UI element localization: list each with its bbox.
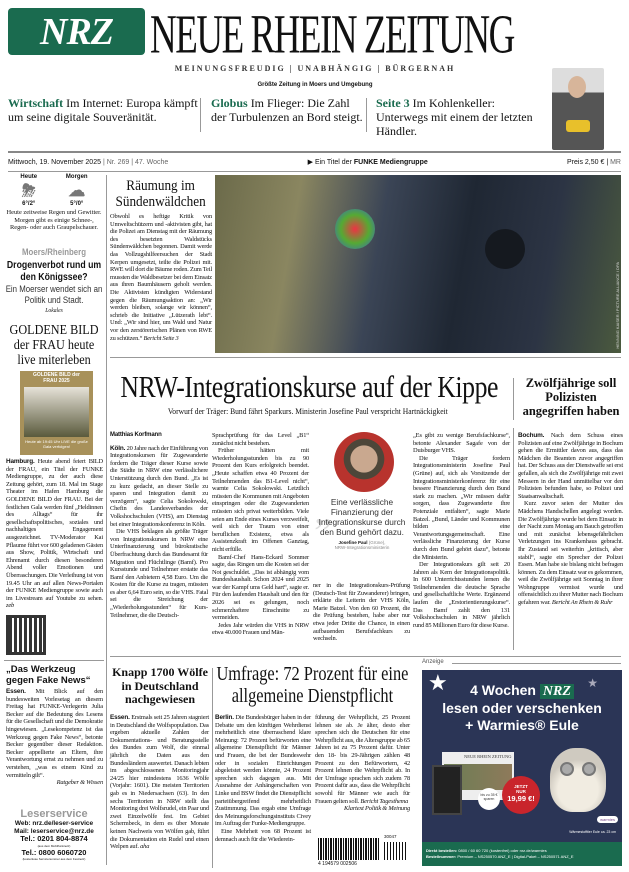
- phone-1-note: (aus dem Mobilfunknetz): [37, 843, 71, 848]
- main-col-4: [413, 432, 510, 629]
- number-text: Premium – NS250570 ANZ_E | Digital-Paket – NS250571 ANZ_E: [457, 854, 574, 859]
- author: zeb: [6, 602, 15, 610]
- wolves-article: [110, 714, 209, 851]
- main-col-3: [313, 582, 410, 643]
- number-label: Bestellnummer:: [426, 854, 457, 859]
- teaser-section: Wirtschaft: [8, 96, 64, 110]
- fake-news-text: Mit Blick auf den bundesweiten Vorlesetag an diesem Freitag hat FUNKE-Verlegerin Julia Becker auf die Bedeutung des Lesens für die Gesellschaft und die Demokratie hingewiesen. „Lesekompetenz ist das Werkzeug gegen Fake News“, betonte Becker gegenüber dieser Redaktion. Becker appellierte an Eltern, ihre Verantwortung ernst zu nehmen und zu verstehen, „was es einem Kind zu vermitteln gilt“.: [6, 688, 104, 779]
- survey-ref-2: Klartext Politik & Meinung: [344, 805, 410, 813]
- paragraph: Der Integrationskurs gilt seit 20 Jahren als Kern der Integrationspolitik. In 600 Unterrichtsstunden lernen die Teilnehmenden die deutsche Sprache und gesellschaftliche Werte. Ergänzend laufen die „Erstorientierungskurse“. Das Bamf zahlt den 131 Volkshochschulen in NRW jährlich rund 85 Millionen Euro für diese Kurse.: [413, 561, 510, 629]
- weather-tomorrow: [66, 174, 88, 208]
- bild-headline[interactable]: GOLDENE BILD der FRAU heute live miterleben: [9, 323, 99, 368]
- qr-code[interactable]: [9, 618, 43, 652]
- dateline-location: Essen.: [6, 688, 26, 695]
- publisher-prefix: Ein Titel der: [314, 159, 352, 166]
- order-footer: [422, 842, 622, 866]
- warmies-logo: warmies: [597, 816, 618, 823]
- side-article: [518, 432, 623, 607]
- logo-text: NRZ: [40, 10, 113, 53]
- thunderstorm-icon: ⛈: [21, 181, 36, 200]
- main-subhead: Vorwurf der Träger: Bund fährt Sparkurs. Ministerin Josefine Paul verspricht Hartnäckigkeit: [167, 406, 448, 416]
- paragraph: Jedes Jahr würden die VHS in NRW etwa 40.000 Frauen und Män-: [212, 621, 309, 637]
- mockup-title: NEUE RHEIN ZEITUNG: [464, 754, 512, 759]
- dateline-location: Köln.: [110, 444, 126, 452]
- paragraph: Die VHS beklagen als größte Träger von Integrationskursen in NRW eine Unterfinanzierung und bürokratische Überfrachtung durch das Bundesamt für Migration und Flüchtlinge (Bamf). Pro Kursstunde und Teilnehmer erstatte das Bamf den Anbietern 4,58 Euro. Um die Kosten für die Kurse zu tragen, müssten es aber 6,64 Euro sein, so die VHS. Fatal sei die Streichung der „Wiederholungsstunden“ für Kurs-Teilnehmer, die die Deutsch-: [110, 528, 208, 619]
- fake-news-article: [6, 688, 103, 787]
- local-teaser-text: Ein Moerser wendet sich an Politik und Stadt.: [5, 284, 103, 305]
- teaser-wirtschaft[interactable]: [8, 96, 198, 124]
- subscription-ad[interactable]: [422, 670, 622, 866]
- local-headline: Drogenverbot rund um den Königssee?: [6, 260, 102, 283]
- savings-badge: bis zu 35 € sparen: [478, 788, 500, 810]
- promo-caption: Heute ab 19:45 Uhr LIVE die große Gala verfolgen!: [25, 439, 88, 449]
- barcode-number: 4 194579 002506: [318, 861, 357, 867]
- issue-date: Mittwoch, 19. November 2025: [8, 158, 101, 166]
- weather-text: Heute zeitweise Regen und Gewitter. Morgen gibt es einige Schnee-, Regen- oder auch Graupelschauer.: [6, 209, 102, 232]
- teaser-text: Im Kohlenkeller: Unterwegs mit einem der letzten Händler.: [376, 96, 533, 138]
- order-text[interactable]: 0800 / 60 60 720 (kostenfrei) oder nrz.de/warmies: [458, 848, 547, 853]
- tagline: MEINUNGSFREUDIG | UNABHÄNGIG | BÜRGERNAH: [174, 64, 456, 73]
- quote-box: [312, 487, 412, 550]
- star-icon: ★: [428, 670, 448, 695]
- survey-col-2: [315, 714, 410, 813]
- publisher-name: FUNKE Mediengruppe: [353, 159, 428, 166]
- survey-col-1: [215, 714, 311, 843]
- paragraph: führung der Wehrpflicht, 25 Prozent lehnen sie ab. Je älter, desto eher sprechen sich die Deutschen für eine Wehrpflicht aus, die Altersgruppe ab 65 Jahren ist zu 75 Prozent dafür. Unter den 18- bis 29-Jährigen zählen 48 Prozent zu den Befürwortern, 42 Prozent lehnen die Wehrpflicht ab. In der Umfrage sprachen sich zudem 78 Prozent dafür aus, dass die Wehrpflicht sowohl für Männer wie auch für Frauen gelten soll.: [315, 714, 410, 805]
- presenter-photo: [24, 387, 89, 437]
- teaser-globus[interactable]: [211, 96, 363, 124]
- author: Matthias Korfmann: [110, 432, 162, 438]
- issue-number: | Nr. 269 | 47. Woche: [102, 158, 169, 166]
- paragraph: Bamf-Chef Hans-Eckard Sommer sagte, das Ringen um die Kosten sei der Not geschuldet. „Das ist abhängig vom Bundeshaushalt. Schon 2024 und 2025 war der Kampf ums Geld hart“, sagte er. Für den laufenden Haushalt und den für 2026 sei es gelungen, noch schmerzhaftere Einschnitte zu vermeiden.: [212, 553, 309, 622]
- today-label: Heute: [20, 174, 38, 180]
- weather-today: [20, 174, 37, 208]
- paragraph: 20 Jahre nach der Einführung von Integrationskursen für Zugewanderte fordern die Träger dieser Kurse sowie die Städte in NRW eine verlässlichere Unterstützung durch den Bund. „Es ist zu kurz gedacht, an dieser Stelle zu sparen und Integration damit zu verzögern“, sagte Celia Sokolowski, Chefin des Landesverbandes der Volkshochschulen (VHS), am Dienstag bei einer Integrationskonferenz in Köln.: [110, 444, 209, 528]
- snow-rain-icon: ☁: [68, 181, 86, 200]
- teaser-seite3[interactable]: [376, 96, 548, 138]
- paragraph: Die Träger fordern Integrationsministerin Josefine Paul (Grüne) auf, sich als Vorsitzende der Integrationsministerkonferenz für eine bessere Finanzierung durch den Bund stark zu machen. „Wir müssen dafür sorgen, dass Zugewanderte ihre Potenziale entfalten“, sagte Marie Batzel. „Bund, Länder und Kommunen bilden eine Verantwortungsgemeinschaft. Eine verlässliche Finanzierung der Kurse durch den Bund gehört dazu“, betonte die Ministerin.: [413, 454, 510, 561]
- service-mail-link[interactable]: Mail: leserservice@nrz.de: [14, 827, 94, 835]
- photo-credit: HENNING KAISER / PICTURE ALLIANCE / DPA: [615, 262, 620, 349]
- teaser-text: Im Internet: Europa kämpft um seine digitale Souveränität.: [8, 96, 198, 124]
- ad-line-1: 4 Wochen: [470, 682, 536, 698]
- paragraph: Sprachprüfung für das Level „B1“ zunächst nicht bestehen.: [212, 432, 309, 447]
- author: aha: [140, 843, 150, 851]
- teaser-section: Globus: [211, 96, 248, 110]
- police-clearing-photo[interactable]: [215, 175, 621, 353]
- local-teaser[interactable]: [4, 247, 104, 315]
- tomorrow-label: Morgen: [65, 174, 88, 180]
- lead-text: Obwohl es heftige Kritik von Umweltschützern und -aktivisten gibt, hat die Polizei am Dienstag mit der Räumung des besetzten Waldstücks Sündenwäldchen begonnen. Damit werde das Vollzugshilfeersuchen der Stadt Kerpen umgesetzt, teilte die Polizei mit. RWE will dort die Bäume roden. Zum Teil mussten die Waldbesetzer bei dem Einsatz aus ihren Baumhäusern geholt werden. Die Aktivisten kündigten Widerstand gegen die Räumungsaktion an: „Wir werden bleiben, solange wir können“, schrieb die Initiative „Lützerath lebt“. Und: „Wir sind hier, um Wald und Natur vor den zerstörerischen Plänen von RWE zu schützen.“: [110, 213, 212, 342]
- star-icon: ★: [587, 676, 598, 690]
- quote-mark-icon: „: [314, 487, 332, 532]
- main-col-2: [212, 432, 309, 637]
- lead-ref: Bericht Seite 3: [143, 334, 179, 342]
- dateline: [8, 156, 621, 168]
- price: Preis 2,50 € |: [567, 158, 609, 166]
- service-title: Leserservice: [20, 808, 88, 820]
- minister-portrait: [334, 432, 394, 492]
- quote-party: (Grüne),: [368, 540, 386, 545]
- dateline-location: Bochum.: [518, 432, 545, 439]
- owl-plush-image: [550, 748, 606, 812]
- survey-ref: Bericht Tagesthema: [360, 797, 409, 805]
- portrait-photo: [552, 68, 604, 150]
- side-headline[interactable]: Zwölfjährige soll Polizisten angegriffen haben: [522, 376, 620, 418]
- paragraph: Nach dem Schuss eines Polizisten auf eine Zwölfjährige in Bochum gehen die Ermittler davon aus, dass das Mädchen die Beamten zuvor angegriffen hat. Der Schuss aus der Dienstwaffe sei erst gefallen, als sich die Zwölfjährige mit zwei Messern in der Hand unmittelbar vor den Polizisten befunden habe, so Polizei und Staatsanwaltschaft.: [518, 432, 624, 500]
- service-phone-1[interactable]: Tel.: 0201 804-8874: [20, 834, 88, 843]
- today-temp: 6°/2°: [22, 201, 36, 207]
- ad-label: Anzeige: [422, 659, 444, 665]
- teaser-section: Seite 3: [376, 96, 410, 110]
- publisher-note: ▶ Ein Titel der FUNKE Mediengruppe: [307, 159, 428, 166]
- fake-news-headline[interactable]: „Das Werkzeug gegen Fake News“: [6, 664, 91, 686]
- subtitle: Größte Zeitung in Moers und Umgebung: [257, 82, 373, 88]
- fake-news-ref: Ratgeber & Wissen: [56, 779, 103, 787]
- side-ref: Bericht An Rhein & Ruhr: [551, 599, 613, 607]
- order-label: Direkt bestellen:: [426, 848, 458, 853]
- barcode: [318, 834, 408, 870]
- lead-headline[interactable]: Räumung im Sündenwäldchen: [115, 178, 206, 210]
- ad-nrz-logo: NRZ: [540, 684, 574, 699]
- price-badge: [502, 776, 540, 814]
- dateline-location: Berlin.: [215, 714, 234, 721]
- bild-promo-image[interactable]: [20, 371, 93, 455]
- paragraph: Die Bundesbürger haben in der Debatte um den künftigen Wehrdienst mehrheitlich eine überraschend klare Meinung: 72 Prozent befürworten eine allgemeine Dienstpflicht für Männer und Frauen, die bei der Bundeswehr oder in sozialen Einrichtungen abgeleistet werden könnte, 24 Prozent sprechen sich dagegen aus. Mit Ausnahme der Anhängerschaften von Linke und BSW findet die Dienstpflicht parteiübergreifend mehrheitlich Zustimmung. Das ergab eine Umfrage des Meinungsforschungsinstituts Civey im Auftrag der Funke-Mediengruppe.: [215, 714, 312, 828]
- paragraph: Eine Mehrheit von 68 Prozent ist demnach auch für die Wiederein-: [215, 827, 311, 843]
- paragraph: ner in die Integrationskurs-Prüfung (Deutsch-Test für Zuwanderer) bringen, erklärte die Leiterin der VHS Köln, Marie Batzel. Von den 60 Prozent, die die Prüfung bestehen, habe aber nur etwa jeder Dritte die Chance, in einen aufbauenden Berufsfachkurs zu wechseln.: [313, 582, 410, 643]
- weather-box: [6, 174, 102, 232]
- ad-line-2: lesen oder verschenken: [442, 700, 602, 716]
- quote-name: Josefine Paul: [338, 540, 368, 545]
- quote-role: NRW-Integrationsministerin: [334, 545, 390, 550]
- paragraph: „Es gibt zu wenige Berufsfachkurse“, betonte Alexander Sagafe von der Duisburger VHS.: [413, 432, 510, 455]
- bild-text: Heute abend feiert BILD der FRAU, ein Titel der FUNKE Mediengruppe, zu der auch diese Zeitung gehört, zum 18. Mal im Stage Theater im Hafen Hamburg die GOLDENE BILD der FRAU. Bei der festlichen Gala werden fünf „Heldinnen des Alltags“ für ihr gesellschaftspolitisches, soziales und nachhaltiges Engagement ausgezeichnet. TV-Moderator Kai Pflaume führt vor 600 geladenen Gästen aus Show, Politik, Wirtschaft und Ehrenamt durch diesen besonderen Abend voller Emotionen und Überraschungen. Die Verleihung ist von 19.45 Uhr an auf allen News-Portalen der FUNKE Mediengruppe sowie auch im Livestream auf Youtube zu sehen.: [6, 458, 104, 602]
- reader-service: [4, 808, 104, 861]
- service-phone-2[interactable]: Tel.: 0800 6060720: [21, 847, 87, 857]
- survey-headline[interactable]: Umfrage: 72 Prozent für eine allgemeine Dienstpflicht: [216, 664, 409, 707]
- local-ref: Lokales: [45, 307, 63, 314]
- bild-article: [6, 458, 103, 610]
- wolves-text: Erstmals seit 25 Jahren stagniert in Deutschland die Wolfspopulation. Das ergeben aktuelle Zahlen der Dokumentations- und Beratungsstelle des Bundes zum Wolf, die einmal jährlich die Daten aus den Bundesländern auswertet. Danach lebten im abgeschlossenen Monitoringjahr 24/25 hier mindestens 1636 Wölfe (Vorjahr: 1601). Die meisten Territorien gab es in Niedersachsen (63). In den sechs Territorien in NRW stellt das Monitoring drei Wolfsrudel, ein Paar und zwei Einzelwölfe fest. Im Gebiet Schermbeck, in dem es über Monate keinen Nachweis von Wölfen gab, führt die Dokumentation ein Rudel und einen Welpen auf.: [110, 714, 209, 851]
- promo-title: GOLDENE BILD der FRAU 2025: [33, 372, 80, 384]
- quote-text: Eine verlässliche Finanzierung der Integrationskurse durch den Bund gehört dazu.: [318, 497, 406, 537]
- wolves-headline[interactable]: Knapp 1700 Wölfe in Deutschland nachgewiesen: [112, 665, 208, 706]
- nrz-logo[interactable]: [8, 8, 145, 55]
- main-col-1: [110, 432, 208, 619]
- paragraph: Früher hätten mit Wiederholungsstunden bis zu 90 Prozent den Kurs erfolgreich beendet. „Heute schaffen etwa 40 Prozent der Teilnehmenden das B1-Level nicht“, warnte Celia Sokolowski. Letztlich müssten die Kommunen mit Angeboten einspringen oder die Zugewanderten müssten sich privat weiterbilden. Viele seien am Ende eines Kurses verzweifelt, weil sich der Traum von einer beruflichen Existenz, etwa als Assistenzkraft im Offenen Ganztag, nicht erfülle.: [212, 447, 309, 553]
- local-kicker: Moers/Rheinberg: [22, 247, 86, 257]
- edition: MR: [610, 158, 621, 166]
- dateline-location: Essen.: [110, 714, 130, 721]
- teaser-text: Im Flieger: Die Zahl der Turbulenzen an Bord steigt.: [211, 96, 363, 124]
- paragraph: Kurz zuvor seien der Mutter des Mädchens Handschellen angelegt worden. Die Zwölfjährige wurde bei dem Einsatz in der Nacht zum Montag am Bauch getroffen und mit zunächst lebensgefährlichen Verletzungen ins Krankenhaus gebracht. Ihr Zustand sei weiterhin „kritisch, aber stabil“, sagte ein Sprecher der Polizei Essen. Man habe sie bislang nicht befragen können. Zu dem Einsatz war es gekommen, weil die Zwölfjährige seit Sonntag in ihrer Wohngruppe vermisst wurde und offensichtlich zu ihrer Mutter nach Bochum gefahren war.: [518, 500, 623, 607]
- offer-text: JETZT NUR: [514, 784, 528, 794]
- ad-line-3: + Warmies® Eule: [465, 717, 579, 733]
- service-web-link[interactable]: Web: nrz.de/leser-service: [14, 820, 94, 827]
- main-headline[interactable]: NRW-Integrationskurse auf der Kippe: [120, 369, 499, 404]
- offer-price: 19,99 €!: [507, 794, 535, 803]
- barcode-addon: 30047: [384, 834, 397, 839]
- dateline-location: Hamburg.: [6, 458, 35, 465]
- phone-2-note: (kostenlose Servicenummer aus dem Festnetz): [22, 857, 86, 861]
- tomorrow-temp: 5°/0°: [70, 201, 84, 207]
- newspaper-title: NEUE RHEIN ZEITUNG: [150, 2, 514, 65]
- owl-caption: Wärmestofftier Eule ca. 23 cm: [569, 830, 616, 834]
- lead-article: [110, 213, 212, 342]
- tablet-mockup: [432, 765, 462, 815]
